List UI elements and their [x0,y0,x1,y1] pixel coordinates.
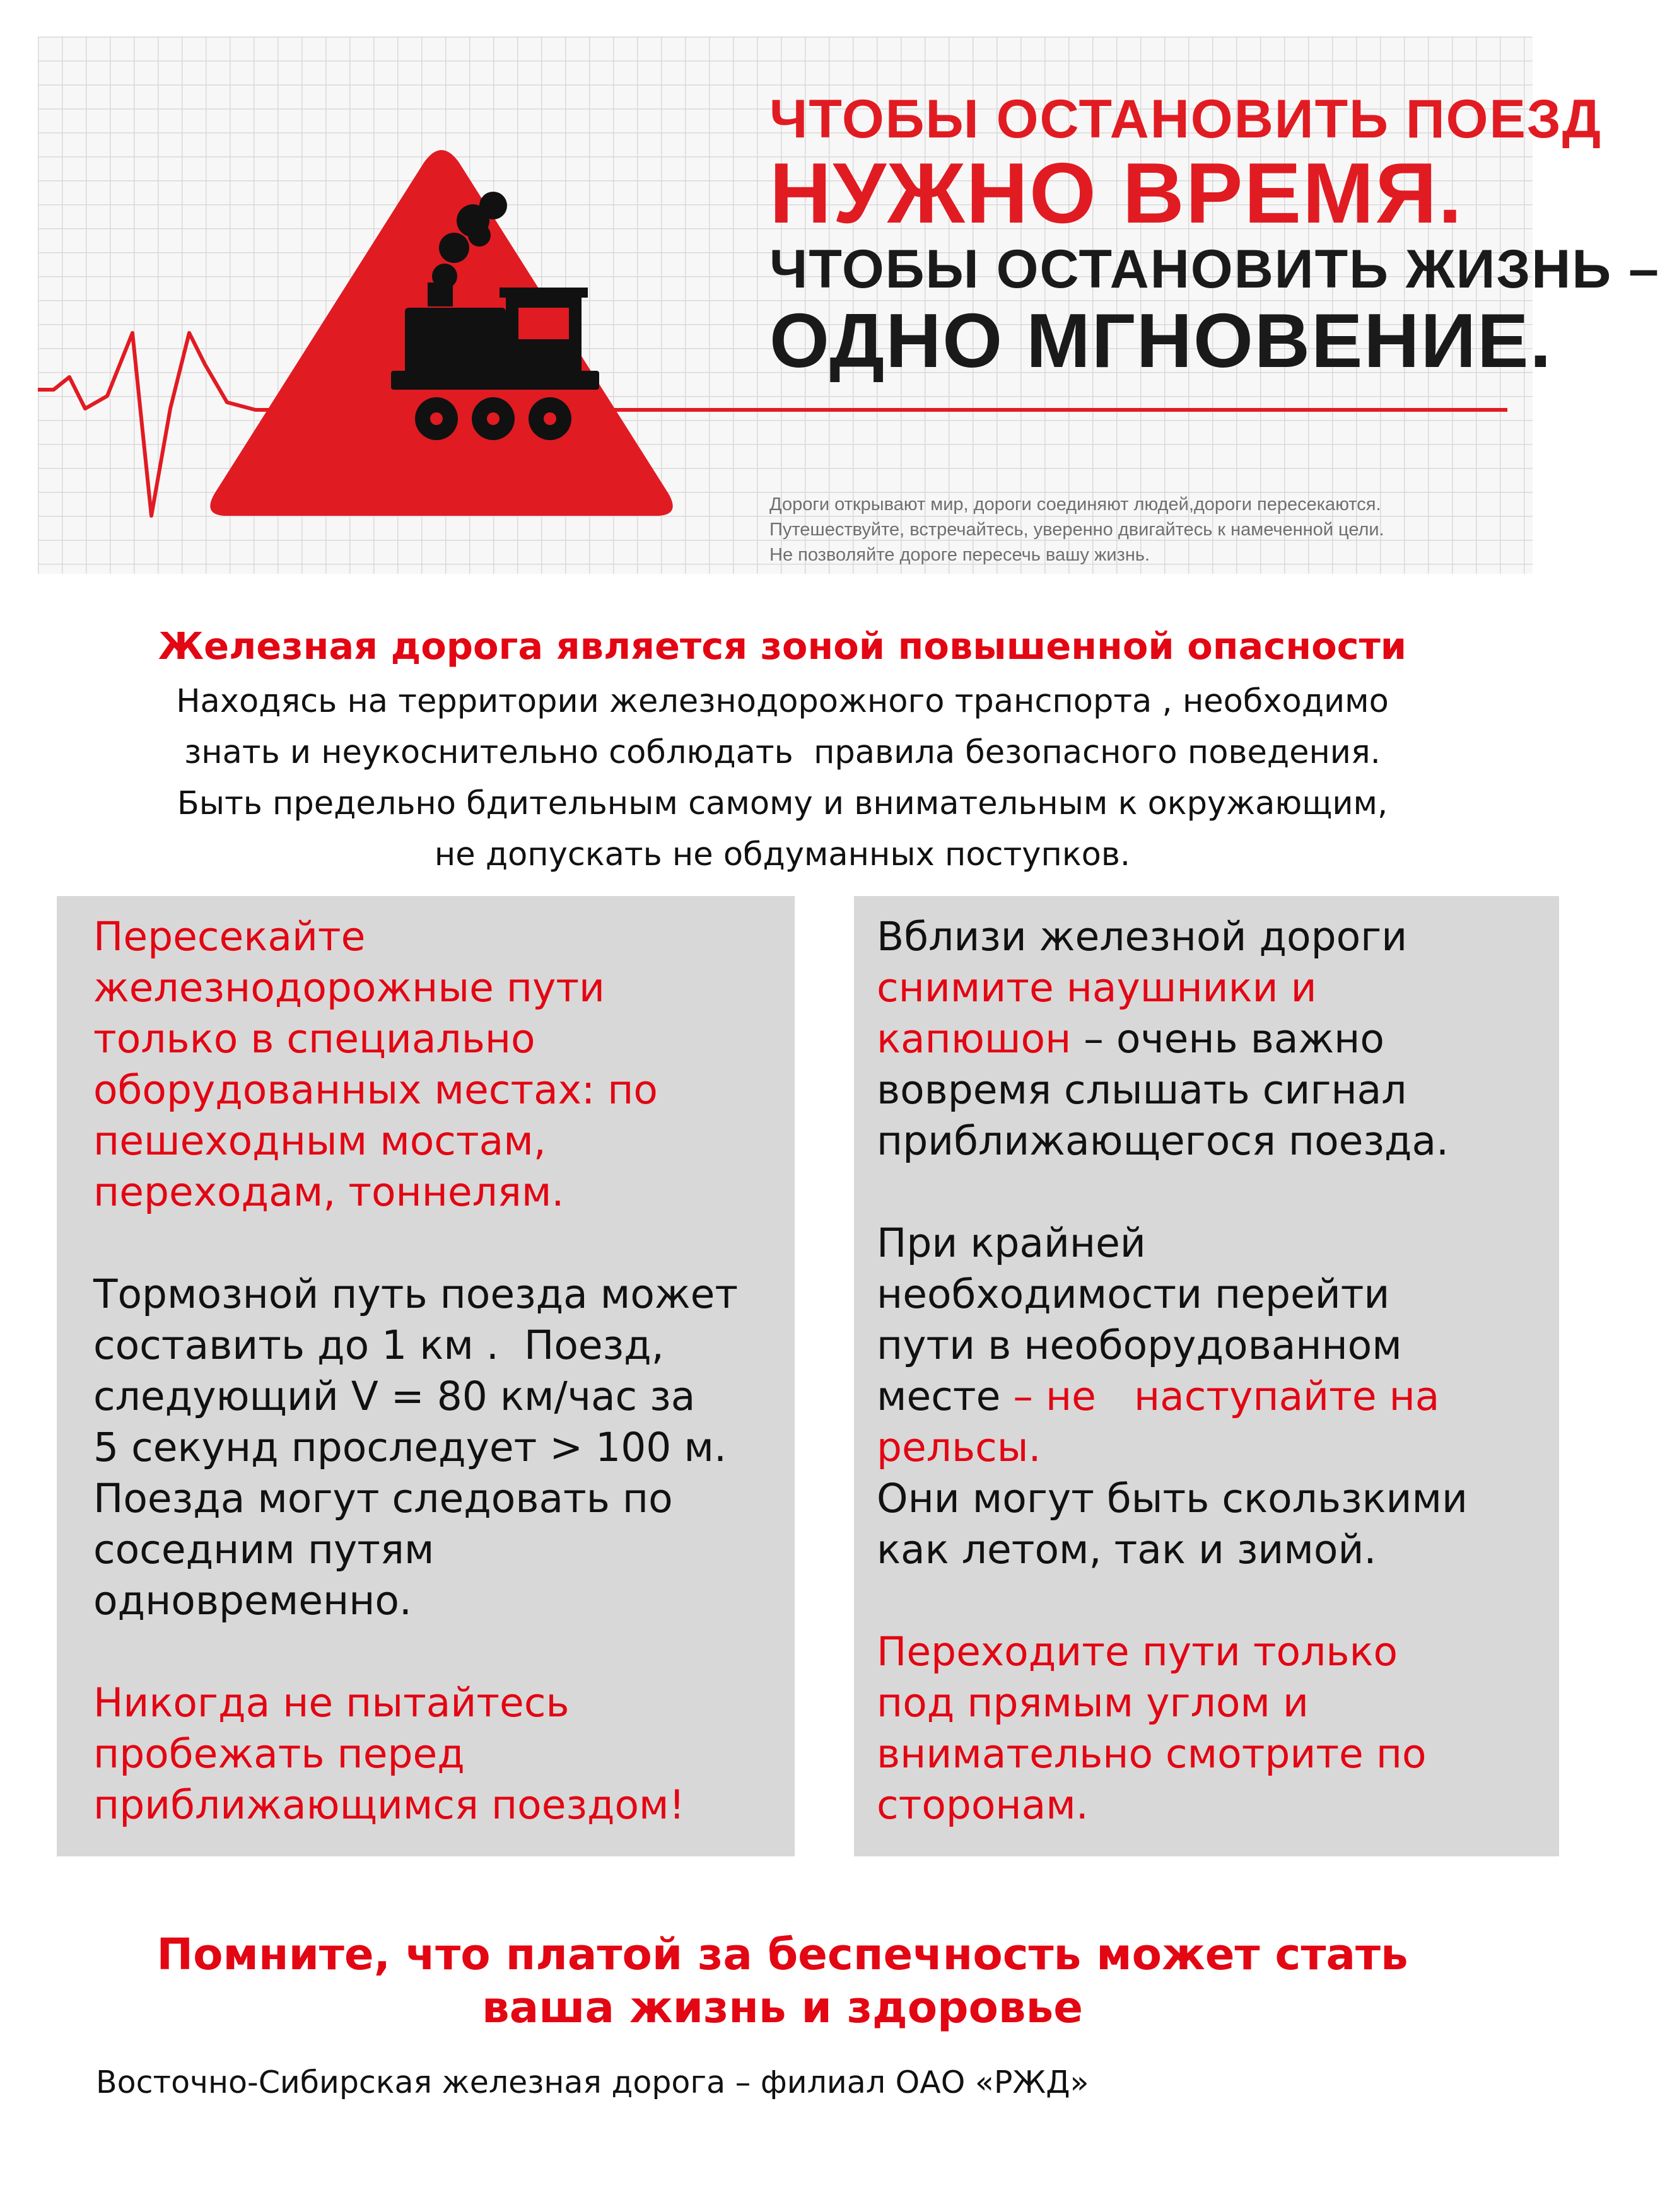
intro-line: знать и неукоснительно соблюдать правила безопасного поведения. [184,734,1381,771]
banner-headline-line1: ЧТОБЫ ОСТАНОВИТЬ ПОЕЗД [769,89,1603,149]
footer-warning-line: ваша жизнь и здоровье [482,1982,1083,2033]
text-line: приближающимся поездом! [93,1782,685,1828]
right-panel-headphones-advice [877,911,1468,1167]
right-panel-rails-advice [877,1218,1468,1575]
text-line: сторонам. [877,1782,1089,1828]
left-panel-crossing-rules [93,911,738,1218]
text-line: снимите наушники и [877,965,1317,1011]
text-line [877,1371,1468,1422]
tagline-line: Не позволяйте дороге пересечь вашу жизнь. [769,545,1150,565]
text-line: Переходите пути только [877,1629,1398,1675]
text-line: железнодорожные пути [93,965,605,1011]
text-line: переходам, тоннелям. [93,1169,564,1215]
right-panel-angle-advice [877,1626,1468,1831]
text-line: оборудованных местах: по [93,1067,658,1113]
text-line: пути в необорудованном [877,1322,1402,1368]
tagline-line: Дороги открывают мир, дороги соединяют людей,дороги пересекаются. [769,494,1381,515]
organization-line: Восточно-Сибирская железная дорога – филиал ОАО «РЖД» [96,2064,1089,2100]
intro-line: Находясь на территории железнодорожного транспорта , необходимо [176,683,1389,720]
text-line: необходимости перейти [877,1271,1390,1317]
text-line: под прямым углом и [877,1680,1309,1726]
intro-line: Быть предельно бдительным самому и внимательным к окружающим, [177,785,1388,822]
left-panel-braking-info [93,1269,738,1626]
text-line: Тормозной путь поезда может [93,1271,739,1317]
text-line: вовремя слышать сигнал [877,1067,1407,1113]
text-line: Поезда могут следовать по [93,1476,673,1522]
text-line: 5 секунд проследует > 100 м. [93,1424,727,1470]
text-line: составить до 1 км . Поезд, [93,1322,664,1368]
banner-headline-line4: ОДНО МГНОВЕНИЕ. [769,298,1553,383]
intro-text [0,676,1565,880]
text-line: Никогда не пытайтесь [93,1680,570,1726]
banner-headline-line3: ЧТОБЫ ОСТАНОВИТЬ ЖИЗНЬ – [769,239,1660,300]
text-line: как летом, так и зимой. [877,1527,1377,1573]
text-line: внимательно смотрите по [877,1731,1427,1777]
text-line: пешеходным мостам, [93,1118,546,1164]
text-line: только в специально [93,1016,535,1062]
text-line: При крайней [877,1220,1146,1266]
text-line: одновременно. [93,1578,412,1624]
left-panel-warning [93,1677,738,1831]
text-line: соседним путям [93,1527,435,1573]
intro-title: Железная дорога является зоной повышенной опасности [158,624,1407,668]
banner [38,37,1660,574]
text-line [877,1013,1468,1064]
text-line: Они могут быть скользкими [877,1476,1468,1522]
right-info-panel [854,896,1559,1856]
text-line: Вблизи железной дороги [877,914,1408,960]
text-line: следующий V = 80 км/час за [93,1373,696,1419]
banner-tagline [769,492,1384,568]
text-line: рельсы. [877,1424,1041,1470]
tagline-line: Путешествуйте, встречайтесь, уверенно двигайтесь к намеченной цели. [769,520,1384,540]
text-line: пробежать перед [93,1731,465,1777]
banner-headline-line2: НУЖНО ВРЕМЯ. [769,145,1463,241]
text-fragment: – очень важно [1071,1016,1384,1062]
text-fragment: капюшон [877,1016,1072,1062]
text-fragment: месте [877,1373,1014,1419]
footer-warning [0,1928,1565,2034]
left-info-panel [57,896,795,1856]
text-line: Пересекайте [93,914,366,960]
text-line: приближающегося поезда. [877,1118,1449,1164]
footer-warning-line: Помните, что платой за беспечность может стать [156,1930,1408,1980]
text-fragment: – не наступайте на [1013,1373,1440,1419]
intro-line: не допускать не обдуманных поступков. [434,836,1131,873]
